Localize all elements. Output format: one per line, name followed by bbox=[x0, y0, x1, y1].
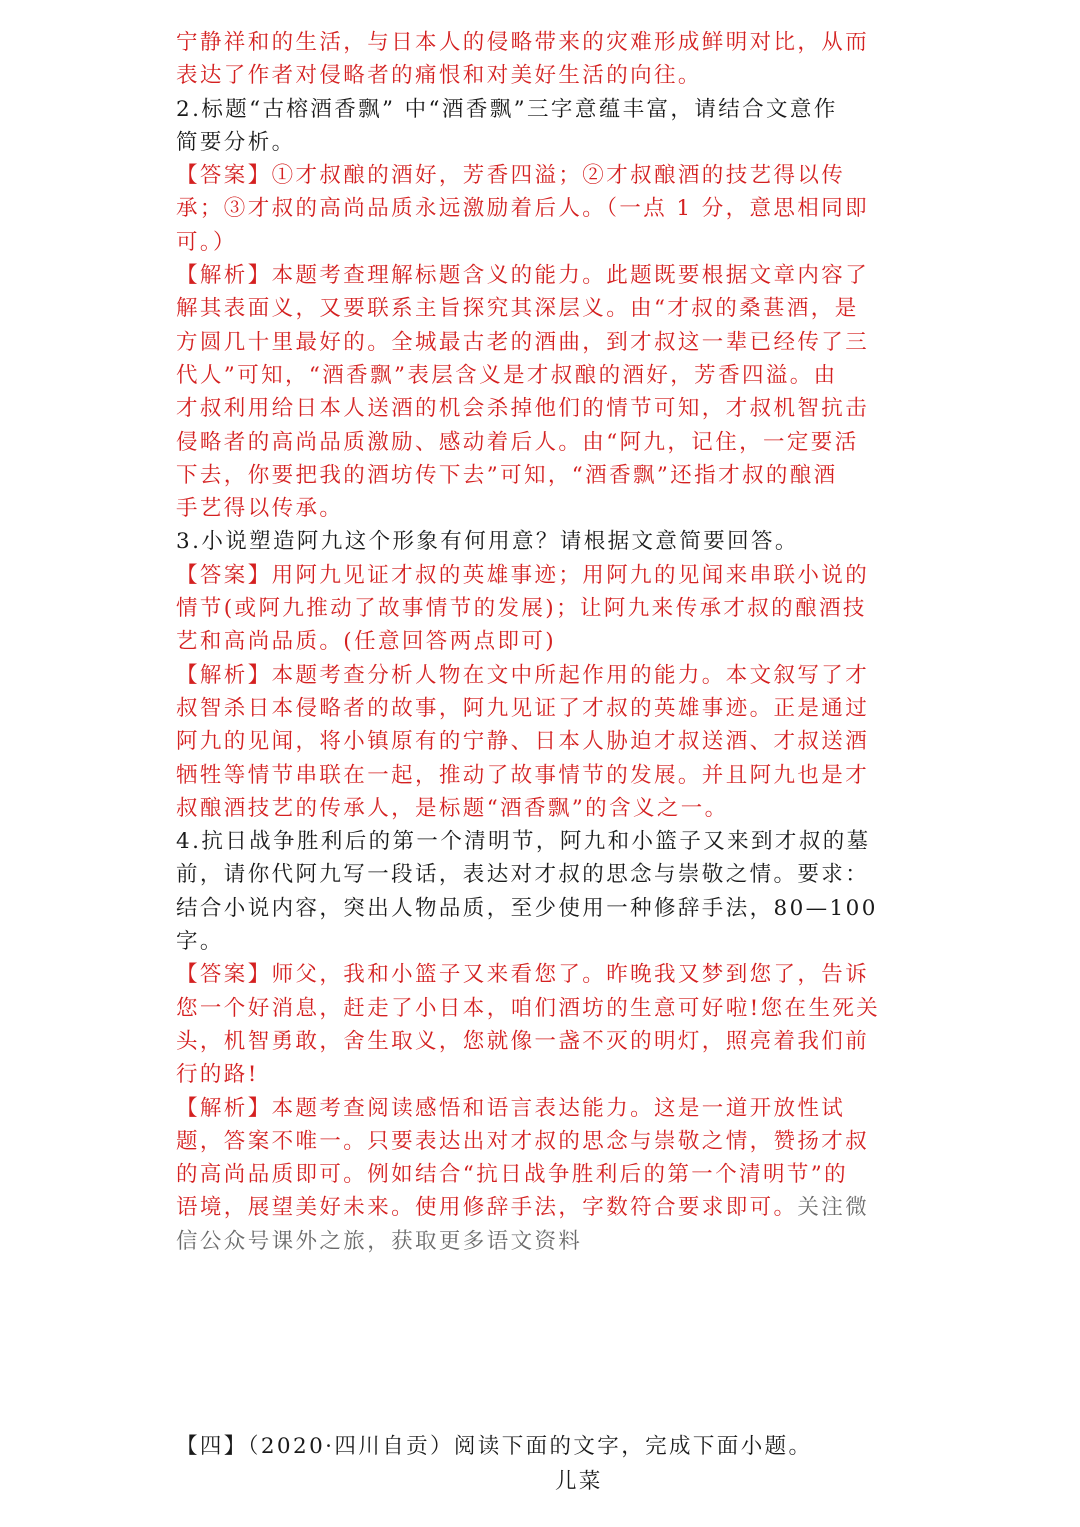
answer-line: 【答案】师父，我和小篮子又来看您了。昨晚我又梦到您了，告诉 bbox=[176, 962, 870, 988]
answer-line: 阿九的见闻，将小镇原有的宁静、日本人胁迫才叔送酒、才叔送酒 bbox=[176, 729, 870, 755]
answer-line: 【解析】本题考查理解标题含义的能力。此题既要根据文章内容了 bbox=[176, 263, 870, 289]
answer-line: 【答案】①才叔酿的酒好，芳香四溢；②才叔酿酒的技艺得以传 bbox=[176, 163, 846, 189]
story-title: 儿菜 bbox=[555, 1469, 603, 1494]
answer-line: 方圆几十里最好的。全城最古老的酒曲，到才叔这一辈已经传了三 bbox=[176, 329, 870, 355]
question-line: 2.标题“古榕酒香飘” 中“酒香飘”三字意蕴丰富，请结合文意作 bbox=[176, 96, 838, 122]
answer-line: 【解析】本题考查分析人物在文中所起作用的能力。本文叙写了才 bbox=[176, 662, 870, 688]
answer-line: 手艺得以传承。 bbox=[176, 496, 344, 522]
answer-line: 的高尚品质即可。例如结合“抗日战争胜利后的第一个清明节”的 bbox=[176, 1162, 849, 1188]
answer-line: 表达了作者对侵略者的痛恨和对美好生活的向往。 bbox=[176, 63, 702, 89]
answer-line: 题，答案不唯一。只要表达出对才叔的思念与崇敬之情，赞扬才叔 bbox=[176, 1128, 870, 1154]
question-line: 简要分析。 bbox=[176, 129, 296, 155]
answer-line: 代人”可知，“酒香飘”表层含义是才叔酿的酒好，芳香四溢。由 bbox=[176, 362, 838, 388]
question-line: 字。 bbox=[176, 929, 224, 955]
answer-line: 艺和高尚品质。(任意回答两点即可) bbox=[176, 629, 557, 655]
answer-line: 情节(或阿九推动了故事情节的发展)；让阿九来传承才叔的酿酒技 bbox=[176, 596, 867, 622]
document-body bbox=[176, 26, 906, 1258]
question-line: 3.小说塑造阿九这个形象有何用意？请根据文意简要回答。 bbox=[176, 529, 799, 555]
answer-text: 语境，展望美好未来。使用修辞手法，字数符合要求即可。 bbox=[176, 1195, 798, 1221]
answer-line: 叔酿酒技艺的传承人，是标题“酒香飘”的含义之一。 bbox=[176, 795, 729, 821]
answer-line: 才叔利用给日本人送酒的机会杀掉他们的情节可知，才叔机智抗击 bbox=[176, 396, 870, 422]
footer-note-text: 关注微 bbox=[797, 1195, 870, 1221]
answer-line: 可。） bbox=[176, 229, 237, 255]
answer-line: 侵略者的高尚品质激励、感动着后人。由“阿九，记住，一定要活 bbox=[176, 429, 859, 455]
question-line: 前，请你代阿九写一段话，表达对才叔的思念与崇敬之情。要求： bbox=[176, 862, 870, 888]
answer-line: 宁静祥和的生活，与日本人的侵略带来的灾难形成鲜明对比，从而 bbox=[176, 30, 870, 55]
section-heading: 【四】（2020·四川自贡）阅读下面的文字，完成下面小题。 bbox=[176, 1434, 813, 1459]
footer-note-line: 信公众号课外之旅，获取更多语文资料 bbox=[176, 1228, 583, 1254]
answer-line bbox=[176, 1191, 906, 1224]
answer-line: 承；③才叔的高尚品质永远激励着后人。（一点 1 分，意思相同即 bbox=[176, 196, 870, 222]
question-line: 结合小说内容，突出人物品质，至少使用一种修辞手法，80—100 bbox=[176, 895, 878, 921]
answer-line: 头，机智勇敢，舍生取义，您就像一盏不灭的明灯，照亮着我们前 bbox=[176, 1028, 870, 1054]
answer-line: 您一个好消息，赶走了小日本，咱们酒坊的生意可好啦!您在生死关 bbox=[176, 995, 881, 1021]
answer-line: 行的路! bbox=[176, 1062, 259, 1088]
answer-line: 【答案】用阿九见证才叔的英雄事迹；用阿九的见闻来串联小说的 bbox=[176, 562, 870, 588]
answer-line: 解其表面义，又要联系主旨探究其深层义。由“才叔的桑葚酒，是 bbox=[176, 296, 859, 322]
answer-line: 牺牲等情节串联在一起，推动了故事情节的发展。并且阿九也是才 bbox=[176, 762, 870, 788]
answer-line: 叔智杀日本侵略者的故事，阿九见证了才叔的英雄事迹。正是通过 bbox=[176, 695, 870, 721]
answer-line: 【解析】本题考查阅读感悟和语言表达能力。这是一道开放性试 bbox=[176, 1095, 846, 1121]
answer-line: 下去，你要把我的酒坊传下去”可知，“酒香飘”还指才叔的酿酒 bbox=[176, 462, 838, 488]
question-line: 4.抗日战争胜利后的第一个清明节，阿九和小篮子又来到才叔的墓 bbox=[176, 829, 871, 855]
